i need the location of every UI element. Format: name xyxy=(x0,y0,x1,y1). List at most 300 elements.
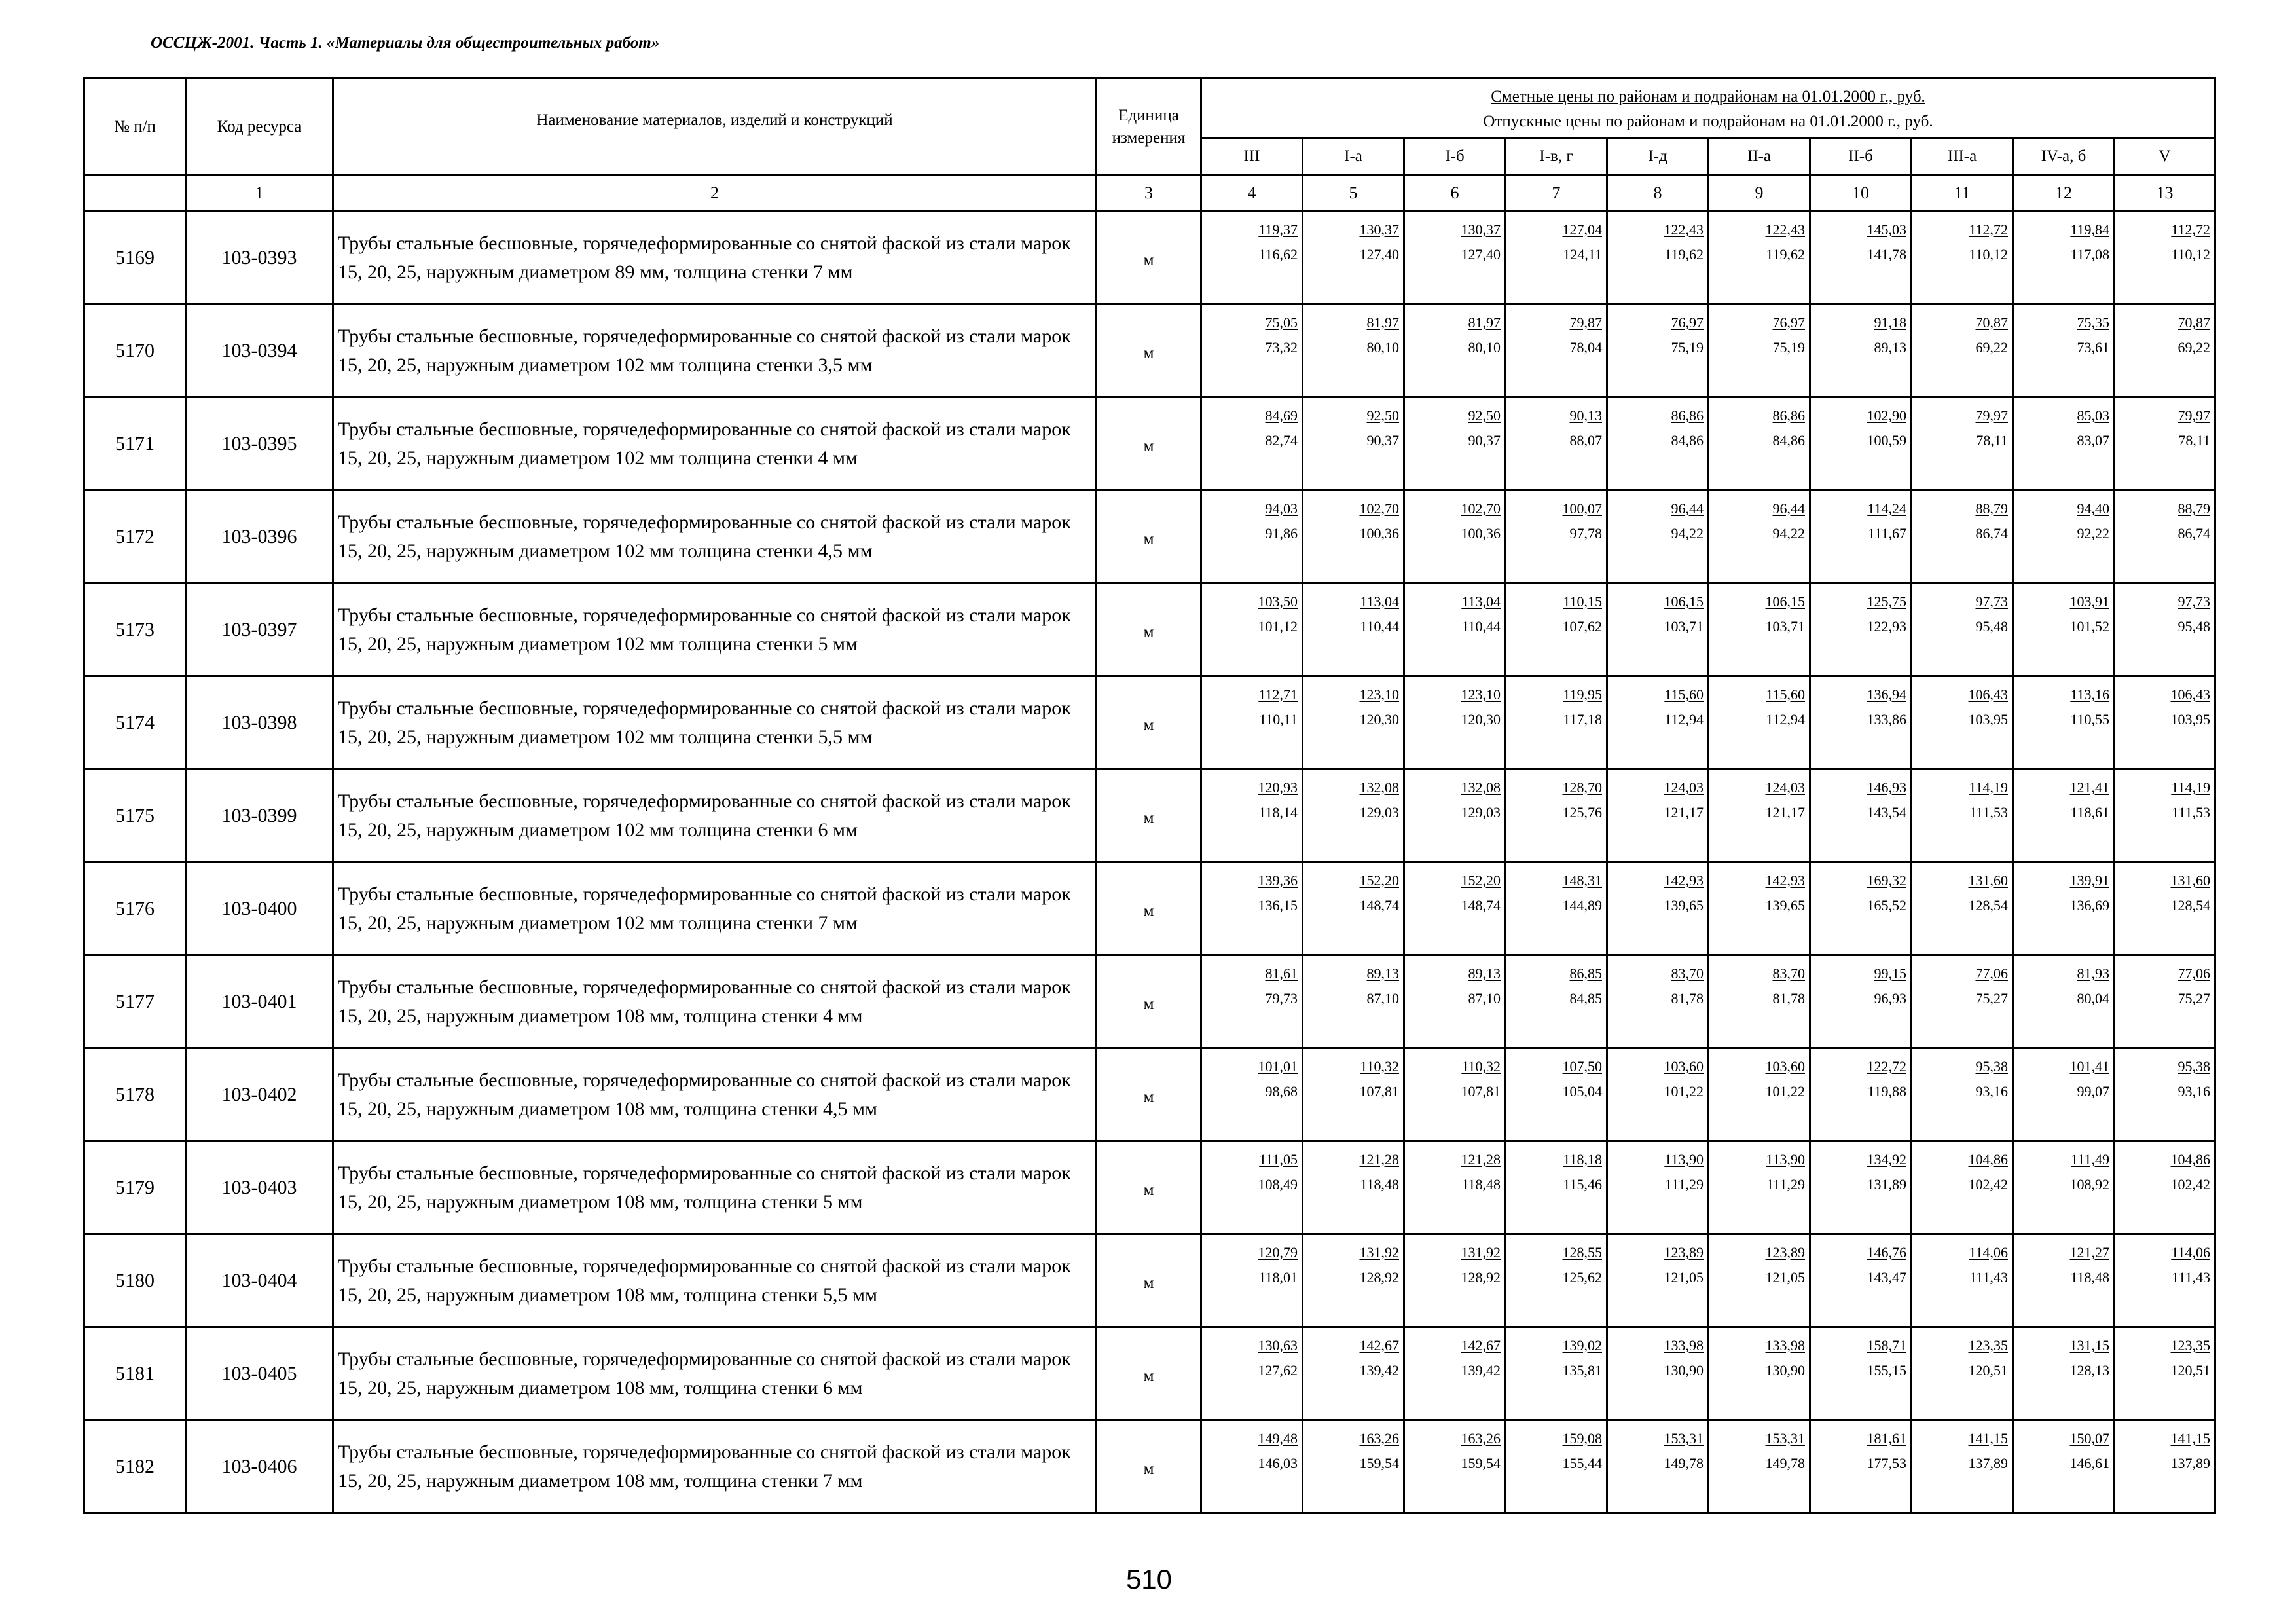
estimate-price: 97,73 xyxy=(2178,593,2211,610)
row-number-cell: 5181 xyxy=(84,1327,186,1420)
price-cell xyxy=(1709,490,1810,583)
estimate-price: 79,97 xyxy=(1975,407,2008,424)
release-price: 107,81 xyxy=(1461,1083,1501,1099)
header-estimate-caption: Сметные цены по районам и подрайонам на 01.01.2000 г., руб. xyxy=(1491,88,1925,105)
price-cell xyxy=(1506,490,1607,583)
estimate-price: 113,04 xyxy=(1461,593,1501,610)
release-price: 128,13 xyxy=(2069,1362,2109,1378)
estimate-price: 141,15 xyxy=(1968,1430,2008,1447)
price-cell xyxy=(1607,955,1709,1048)
price-cell xyxy=(1303,1420,1404,1513)
region-header: IV-а, б xyxy=(2013,138,2115,175)
release-price: 86,74 xyxy=(1975,525,2008,542)
release-price: 131,89 xyxy=(1867,1176,1906,1192)
estimate-price: 130,63 xyxy=(1258,1337,1298,1354)
estimate-price: 136,94 xyxy=(1867,686,1906,703)
price-cell xyxy=(1912,676,2013,769)
price-cell xyxy=(1404,676,1506,769)
price-table xyxy=(83,77,2216,1514)
price-cell xyxy=(1201,583,1303,676)
estimate-price: 132,08 xyxy=(1359,779,1399,796)
region-header: III xyxy=(1201,138,1303,175)
release-price: 149,78 xyxy=(1664,1455,1704,1471)
unit-cell: м xyxy=(1097,304,1201,397)
release-price: 91,86 xyxy=(1265,525,1298,542)
material-name-cell: Трубы стальные бесшовные, горячедеформированные со снятой фаской из стали марок 15, 20, 25, наружным диаметром 108 мм, толщина стенки 6 мм xyxy=(333,1327,1097,1420)
estimate-price: 123,10 xyxy=(1461,686,1501,703)
row-number-cell: 5173 xyxy=(84,583,186,676)
estimate-price: 134,92 xyxy=(1867,1151,1906,1168)
estimate-price: 142,93 xyxy=(1765,872,1805,889)
estimate-price: 94,40 xyxy=(2077,500,2109,517)
estimate-price: 111,49 xyxy=(2071,1151,2109,1168)
price-cell xyxy=(2115,676,2215,769)
price-cell xyxy=(1709,1141,1810,1234)
estimate-price: 114,19 xyxy=(1969,779,2008,796)
release-price: 112,94 xyxy=(1664,711,1704,728)
table-row xyxy=(84,304,2215,397)
header-name: Наименование материалов, изделий и конструкций xyxy=(333,79,1097,175)
release-price: 100,36 xyxy=(1359,525,1399,542)
estimate-price: 75,35 xyxy=(2077,314,2109,331)
price-cell xyxy=(2115,769,2215,862)
price-cell xyxy=(1404,490,1506,583)
estimate-price: 103,60 xyxy=(1664,1058,1704,1075)
estimate-price: 86,86 xyxy=(1671,407,1704,424)
estimate-price: 113,90 xyxy=(1664,1151,1704,1168)
row-number-cell: 5175 xyxy=(84,769,186,862)
estimate-price: 99,15 xyxy=(1874,965,1906,982)
resource-code-cell: 103-0398 xyxy=(186,676,333,769)
price-cell xyxy=(1303,769,1404,862)
price-cell xyxy=(2115,1327,2215,1420)
region-header: I-в, г xyxy=(1506,138,1607,175)
release-price: 107,62 xyxy=(1562,618,1602,635)
release-price: 149,78 xyxy=(1765,1455,1805,1471)
resource-code-cell: 103-0404 xyxy=(186,1234,333,1327)
price-cell xyxy=(1810,1141,1912,1234)
estimate-price: 96,44 xyxy=(1671,500,1704,517)
price-cell xyxy=(1303,304,1404,397)
price-cell xyxy=(1303,397,1404,490)
release-price: 87,10 xyxy=(1468,990,1501,1006)
price-cell xyxy=(1506,769,1607,862)
price-cell xyxy=(1607,304,1709,397)
material-name-cell: Трубы стальные бесшовные, горячедеформированные со снятой фаской из стали марок 15, 20, 25, наружным диаметром 108 мм, толщина стенки 5,5 мм xyxy=(333,1234,1097,1327)
table-row xyxy=(84,1048,2215,1141)
release-price: 143,47 xyxy=(1867,1269,1906,1285)
estimate-price: 132,08 xyxy=(1461,779,1501,796)
price-cell xyxy=(1506,862,1607,955)
resource-code-cell: 103-0406 xyxy=(186,1420,333,1513)
release-price: 87,10 xyxy=(1366,990,1399,1006)
price-cell xyxy=(1404,583,1506,676)
estimate-price: 113,90 xyxy=(1766,1151,1805,1168)
price-cell xyxy=(2115,862,2215,955)
release-price: 128,92 xyxy=(1461,1269,1501,1285)
estimate-price: 92,50 xyxy=(1468,407,1501,424)
estimate-price: 89,13 xyxy=(1366,965,1399,982)
release-price: 127,62 xyxy=(1258,1362,1298,1378)
price-cell xyxy=(1912,304,2013,397)
estimate-price: 119,84 xyxy=(2070,221,2109,238)
price-cell xyxy=(1404,1048,1506,1141)
price-cell xyxy=(1810,1327,1912,1420)
estimate-price: 70,87 xyxy=(2178,314,2211,331)
estimate-price: 84,69 xyxy=(1265,407,1298,424)
column-number-row xyxy=(84,175,2215,212)
release-price: 75,27 xyxy=(2178,990,2211,1006)
estimate-price: 146,76 xyxy=(1867,1244,1906,1261)
price-cell xyxy=(1404,1327,1506,1420)
release-price: 105,04 xyxy=(1562,1083,1602,1099)
release-price: 135,81 xyxy=(1562,1362,1602,1378)
estimate-price: 81,93 xyxy=(2077,965,2109,982)
resource-code-cell: 103-0394 xyxy=(186,304,333,397)
release-price: 83,07 xyxy=(2077,432,2109,449)
unit-cell: м xyxy=(1097,1048,1201,1141)
price-cell xyxy=(2115,955,2215,1048)
price-cell xyxy=(1709,1048,1810,1141)
price-cell xyxy=(2115,1141,2215,1234)
release-price: 93,16 xyxy=(2178,1083,2211,1099)
resource-code-cell: 103-0401 xyxy=(186,955,333,1048)
release-price: 137,89 xyxy=(1968,1455,2008,1471)
estimate-price: 102,90 xyxy=(1867,407,1906,424)
price-cell xyxy=(1404,955,1506,1048)
estimate-price: 139,36 xyxy=(1258,872,1298,889)
price-cell xyxy=(1810,1420,1912,1513)
release-price: 95,48 xyxy=(1975,618,2008,635)
price-cell xyxy=(2013,583,2115,676)
region-header: II-б xyxy=(1810,138,1912,175)
price-cell xyxy=(1506,583,1607,676)
column-number: 8 xyxy=(1607,175,1709,212)
region-header: I-а xyxy=(1303,138,1404,175)
release-price: 119,62 xyxy=(1766,246,1805,263)
estimate-price: 152,20 xyxy=(1359,872,1399,889)
estimate-price: 125,75 xyxy=(1867,593,1906,610)
price-cell xyxy=(1912,1234,2013,1327)
table-row xyxy=(84,1420,2215,1513)
release-price: 101,52 xyxy=(2069,618,2109,635)
price-cell xyxy=(1709,955,1810,1048)
release-price: 177,53 xyxy=(1867,1455,1906,1471)
release-price: 139,65 xyxy=(1664,897,1704,913)
release-price: 81,78 xyxy=(1772,990,1805,1006)
release-price: 90,37 xyxy=(1366,432,1399,449)
table-row xyxy=(84,769,2215,862)
price-cell xyxy=(1607,1048,1709,1141)
release-price: 101,22 xyxy=(1664,1083,1704,1099)
estimate-price: 124,03 xyxy=(1664,779,1704,796)
price-cell xyxy=(2013,1141,2115,1234)
release-price: 127,40 xyxy=(1461,246,1501,263)
release-price: 79,73 xyxy=(1265,990,1298,1006)
price-cell xyxy=(2115,1048,2215,1141)
release-price: 119,88 xyxy=(1867,1083,1906,1099)
price-cell xyxy=(2013,862,2115,955)
release-price: 120,51 xyxy=(1968,1362,2008,1378)
release-price: 129,03 xyxy=(1359,804,1399,821)
price-cell xyxy=(1810,1234,1912,1327)
estimate-price: 119,37 xyxy=(1258,221,1298,238)
estimate-price: 130,37 xyxy=(1461,221,1501,238)
release-price: 95,48 xyxy=(2178,618,2211,635)
release-price: 120,30 xyxy=(1359,711,1399,728)
estimate-price: 152,20 xyxy=(1461,872,1501,889)
estimate-price: 121,28 xyxy=(1359,1151,1399,1168)
resource-code-cell: 103-0395 xyxy=(186,397,333,490)
price-cell xyxy=(1709,397,1810,490)
table-row xyxy=(84,1327,2215,1420)
column-number: 13 xyxy=(2115,175,2215,212)
estimate-price: 112,71 xyxy=(1258,686,1298,703)
price-cell xyxy=(1912,955,2013,1048)
release-price: 96,93 xyxy=(1874,990,1906,1006)
material-name-cell: Трубы стальные бесшовные, горячедеформированные со снятой фаской из стали марок 15, 20, 25, наружным диаметром 102 мм толщина стенки 5 мм xyxy=(333,583,1097,676)
column-number: 9 xyxy=(1709,175,1810,212)
estimate-price: 131,92 xyxy=(1359,1244,1399,1261)
release-price: 116,62 xyxy=(1258,246,1298,263)
release-price: 136,69 xyxy=(2069,897,2109,913)
price-cell xyxy=(1506,212,1607,304)
estimate-price: 142,67 xyxy=(1461,1337,1501,1354)
estimate-price: 139,02 xyxy=(1562,1337,1602,1354)
price-cell xyxy=(1303,1141,1404,1234)
material-name-cell: Трубы стальные бесшовные, горячедеформированные со снятой фаской из стали марок 15, 20, 25, наружным диаметром 89 мм, толщина стенки 7 мм xyxy=(333,212,1097,304)
release-price: 125,76 xyxy=(1562,804,1602,821)
estimate-price: 102,70 xyxy=(1461,500,1501,517)
price-cell xyxy=(1709,1234,1810,1327)
estimate-price: 114,06 xyxy=(1969,1244,2008,1261)
estimate-price: 122,72 xyxy=(1867,1058,1906,1075)
release-price: 111,29 xyxy=(1766,1176,1805,1192)
release-price: 94,22 xyxy=(1772,525,1805,542)
price-cell xyxy=(1201,1234,1303,1327)
material-name-cell: Трубы стальные бесшовные, горячедеформированные со снятой фаской из стали марок 15, 20, 25, наружным диаметром 108 мм, толщина стенки 7 мм xyxy=(333,1420,1097,1513)
release-price: 146,03 xyxy=(1258,1455,1298,1471)
price-cell xyxy=(1201,1327,1303,1420)
price-cell xyxy=(1607,212,1709,304)
estimate-price: 113,04 xyxy=(1360,593,1399,610)
unit-cell: м xyxy=(1097,1141,1201,1234)
material-name-cell: Трубы стальные бесшовные, горячедеформированные со снятой фаской из стали марок 15, 20, 25, наружным диаметром 108 мм, толщина стенки 5 мм xyxy=(333,1141,1097,1234)
release-price: 111,43 xyxy=(1969,1269,2008,1285)
price-cell xyxy=(1709,212,1810,304)
estimate-price: 94,03 xyxy=(1265,500,1298,517)
estimate-price: 86,86 xyxy=(1772,407,1805,424)
release-price: 80,10 xyxy=(1366,339,1399,356)
estimate-price: 88,79 xyxy=(2178,500,2211,517)
price-cell xyxy=(1912,769,2013,862)
release-price: 111,43 xyxy=(2172,1269,2211,1285)
release-price: 159,54 xyxy=(1461,1455,1501,1471)
unit-cell: м xyxy=(1097,1234,1201,1327)
price-cell xyxy=(2115,583,2215,676)
material-name-cell: Трубы стальные бесшовные, горячедеформированные со снятой фаской из стали марок 15, 20, 25, наружным диаметром 102 мм толщина стенки 6 мм xyxy=(333,769,1097,862)
unit-cell: м xyxy=(1097,676,1201,769)
price-cell xyxy=(1404,397,1506,490)
estimate-price: 114,19 xyxy=(2171,779,2211,796)
price-cell xyxy=(1404,769,1506,862)
estimate-price: 110,32 xyxy=(1360,1058,1399,1075)
price-cell xyxy=(1303,676,1404,769)
estimate-price: 123,35 xyxy=(1968,1337,2008,1354)
row-number-cell: 5177 xyxy=(84,955,186,1048)
price-cell xyxy=(2013,769,2115,862)
row-number-cell: 5182 xyxy=(84,1420,186,1513)
price-cell xyxy=(1810,676,1912,769)
release-price: 141,78 xyxy=(1867,246,1906,263)
estimate-price: 131,15 xyxy=(2069,1337,2109,1354)
estimate-price: 131,60 xyxy=(2170,872,2211,889)
release-price: 108,49 xyxy=(1258,1176,1298,1192)
price-cell xyxy=(1810,583,1912,676)
price-cell xyxy=(2013,1327,2115,1420)
region-header: II-а xyxy=(1709,138,1810,175)
estimate-price: 81,97 xyxy=(1366,314,1399,331)
unit-cell: м xyxy=(1097,212,1201,304)
release-price: 118,61 xyxy=(2070,804,2109,821)
column-number: 2 xyxy=(333,175,1097,212)
release-price: 155,44 xyxy=(1562,1455,1602,1471)
estimate-price: 120,79 xyxy=(1258,1244,1298,1261)
estimate-price: 91,18 xyxy=(1874,314,1906,331)
price-cell xyxy=(1810,769,1912,862)
estimate-price: 150,07 xyxy=(2069,1430,2109,1447)
estimate-price: 106,15 xyxy=(1765,593,1805,610)
price-cell xyxy=(1912,1327,2013,1420)
region-header: I-д xyxy=(1607,138,1709,175)
estimate-price: 104,86 xyxy=(1968,1151,2008,1168)
price-cell xyxy=(1810,1048,1912,1141)
unit-cell: м xyxy=(1097,1420,1201,1513)
price-cell xyxy=(1810,304,1912,397)
price-cell xyxy=(1709,1327,1810,1420)
price-cell xyxy=(1709,583,1810,676)
estimate-price: 101,41 xyxy=(2069,1058,2109,1075)
material-name-cell: Трубы стальные бесшовные, горячедеформированные со снятой фаской из стали марок 15, 20, 25, наружным диаметром 102 мм толщина стенки 4,5 мм xyxy=(333,490,1097,583)
estimate-price: 106,43 xyxy=(1968,686,2008,703)
estimate-price: 153,31 xyxy=(1664,1430,1704,1447)
price-cell xyxy=(1607,583,1709,676)
estimate-price: 169,32 xyxy=(1867,872,1906,889)
header-unit: Единица измерения xyxy=(1097,79,1201,175)
release-price: 128,54 xyxy=(2170,897,2211,913)
table-row xyxy=(84,1234,2215,1327)
estimate-price: 92,50 xyxy=(1366,407,1399,424)
price-cell xyxy=(1607,1234,1709,1327)
price-cell xyxy=(2115,490,2215,583)
release-price: 98,68 xyxy=(1265,1083,1298,1099)
price-cell xyxy=(1607,1420,1709,1513)
release-price: 110,55 xyxy=(2070,711,2109,728)
material-name-cell: Трубы стальные бесшовные, горячедеформированные со снятой фаской из стали марок 15, 20, 25, наружным диаметром 102 мм толщина стенки 5,5 мм xyxy=(333,676,1097,769)
estimate-price: 123,10 xyxy=(1359,686,1399,703)
column-number: 5 xyxy=(1303,175,1404,212)
estimate-price: 141,15 xyxy=(2170,1430,2211,1447)
price-cell xyxy=(1404,304,1506,397)
release-price: 159,54 xyxy=(1359,1455,1399,1471)
release-price: 133,86 xyxy=(1867,711,1906,728)
table-row xyxy=(84,676,2215,769)
table-row xyxy=(84,583,2215,676)
estimate-price: 102,70 xyxy=(1359,500,1399,517)
column-number: 4 xyxy=(1201,175,1303,212)
price-cell xyxy=(1201,490,1303,583)
row-number-cell: 5170 xyxy=(84,304,186,397)
row-number-cell: 5178 xyxy=(84,1048,186,1141)
page-number: 510 xyxy=(1125,1564,1173,1595)
row-number-cell: 5174 xyxy=(84,676,186,769)
estimate-price: 110,15 xyxy=(1563,593,1602,610)
price-cell xyxy=(1709,676,1810,769)
price-cell xyxy=(1404,1420,1506,1513)
price-cell xyxy=(1506,397,1607,490)
price-cell xyxy=(1303,1048,1404,1141)
release-price: 118,14 xyxy=(1258,804,1298,821)
estimate-price: 142,93 xyxy=(1664,872,1704,889)
release-price: 111,53 xyxy=(2172,804,2211,821)
estimate-price: 118,18 xyxy=(1563,1151,1602,1168)
release-price: 121,17 xyxy=(1664,804,1704,821)
region-header: V xyxy=(2115,138,2215,175)
estimate-price: 128,70 xyxy=(1562,779,1602,796)
price-cell xyxy=(1201,304,1303,397)
price-cell xyxy=(1810,212,1912,304)
release-price: 137,89 xyxy=(2170,1455,2211,1471)
release-price: 90,37 xyxy=(1468,432,1501,449)
release-price: 75,19 xyxy=(1772,339,1805,356)
table-row xyxy=(84,1141,2215,1234)
estimate-price: 181,61 xyxy=(1867,1430,1906,1447)
release-price: 118,48 xyxy=(1360,1176,1399,1192)
estimate-price: 114,24 xyxy=(1867,500,1906,517)
price-cell xyxy=(2013,397,2115,490)
estimate-price: 124,03 xyxy=(1765,779,1805,796)
release-price: 130,90 xyxy=(1664,1362,1704,1378)
column-number: 3 xyxy=(1097,175,1201,212)
estimate-price: 106,15 xyxy=(1664,593,1704,610)
resource-code-cell: 103-0396 xyxy=(186,490,333,583)
row-number-cell: 5180 xyxy=(84,1234,186,1327)
price-cell xyxy=(1303,212,1404,304)
release-price: 120,51 xyxy=(2170,1362,2211,1378)
estimate-price: 115,60 xyxy=(1664,686,1704,703)
release-price: 69,22 xyxy=(1975,339,2008,356)
price-cell xyxy=(1607,769,1709,862)
unit-cell: м xyxy=(1097,490,1201,583)
table-row xyxy=(84,397,2215,490)
release-price: 86,74 xyxy=(2178,525,2211,542)
material-name-cell: Трубы стальные бесшовные, горячедеформированные со снятой фаской из стали марок 15, 20, 25, наружным диаметром 102 мм толщина стенки 3,5 мм xyxy=(333,304,1097,397)
table-row xyxy=(84,212,2215,304)
release-price: 75,27 xyxy=(1975,990,2008,1006)
estimate-price: 127,04 xyxy=(1562,221,1602,238)
resource-code-cell: 103-0405 xyxy=(186,1327,333,1420)
column-number: 12 xyxy=(2013,175,2115,212)
estimate-price: 75,05 xyxy=(1265,314,1298,331)
release-price: 102,42 xyxy=(1968,1176,2008,1192)
price-cell xyxy=(1201,1141,1303,1234)
row-number-cell: 5179 xyxy=(84,1141,186,1234)
release-price: 118,48 xyxy=(1461,1176,1501,1192)
release-price: 103,71 xyxy=(1765,618,1805,635)
price-cell xyxy=(1404,1141,1506,1234)
release-price: 89,13 xyxy=(1874,339,1906,356)
price-cell xyxy=(2013,1420,2115,1513)
